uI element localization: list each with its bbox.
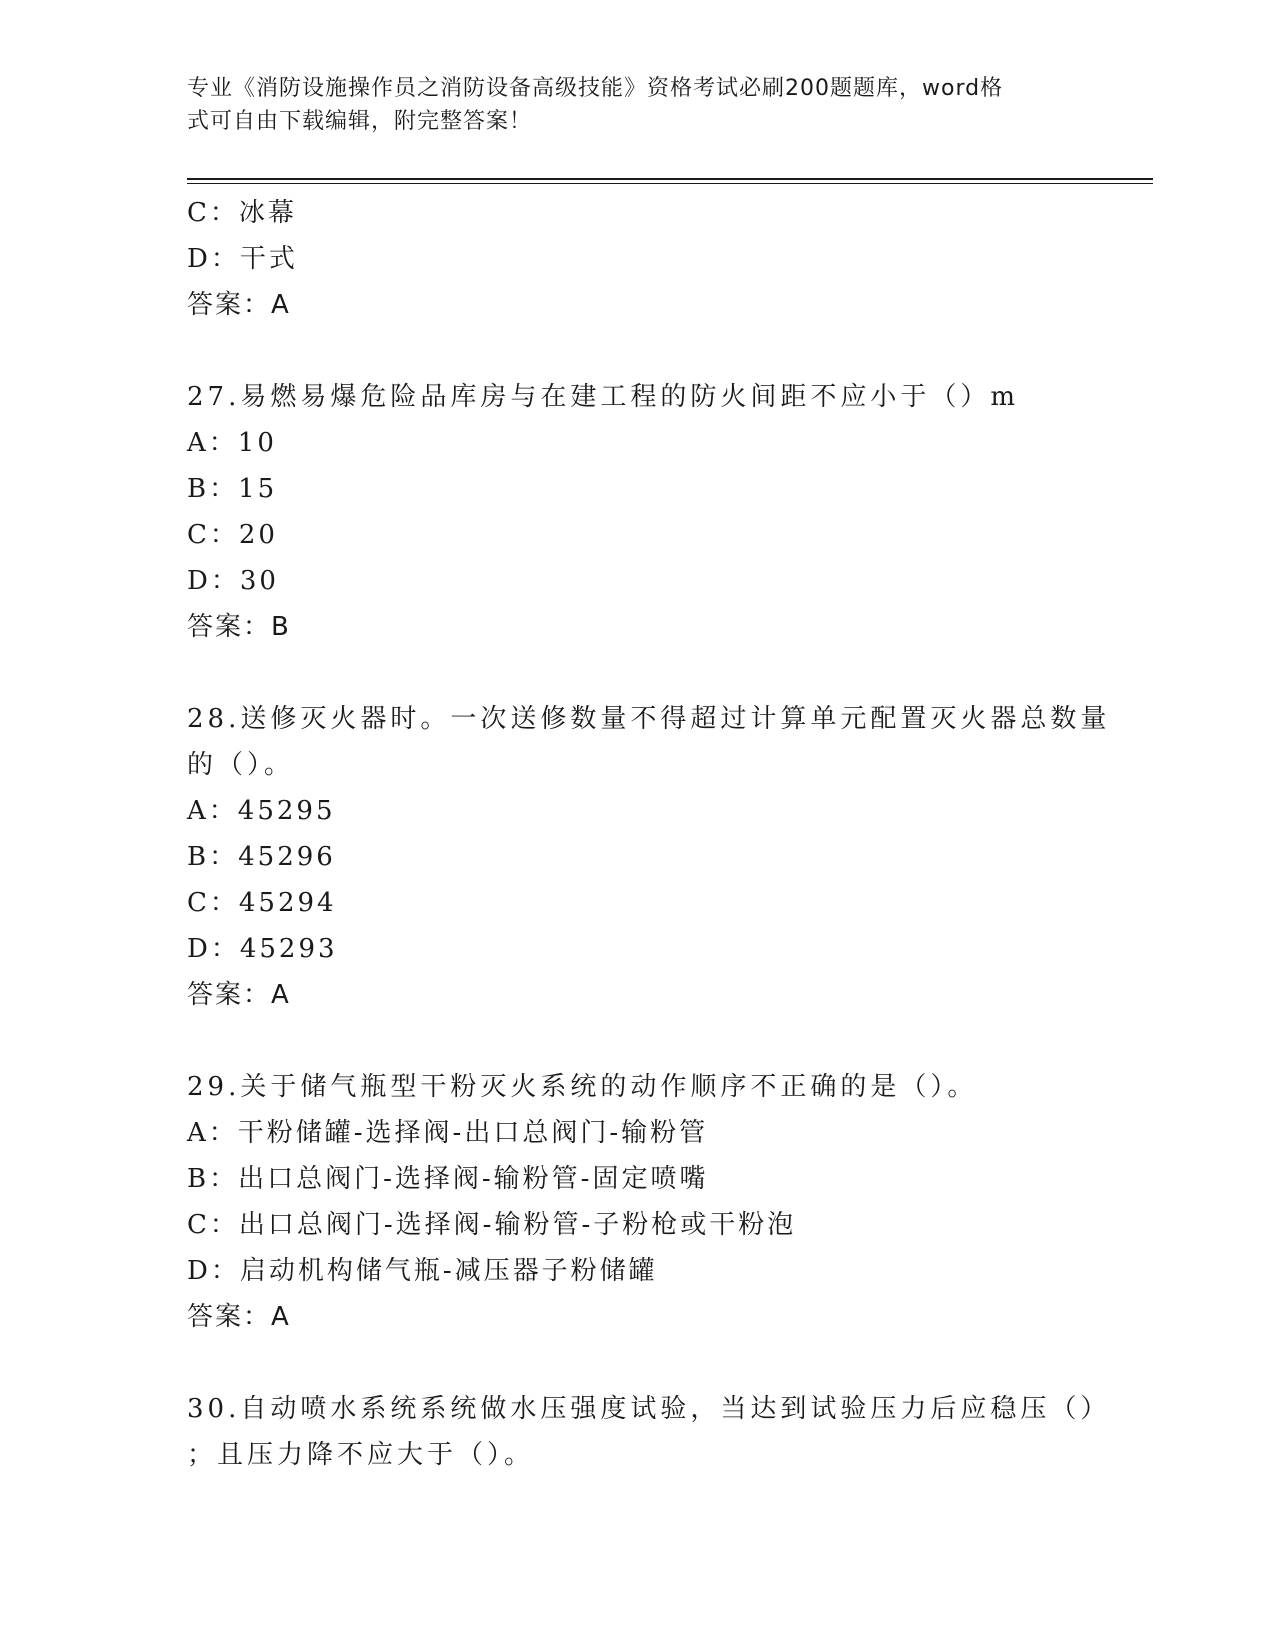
question-list — [187, 190, 1111, 1478]
answer-line: 答案：B — [187, 612, 291, 642]
question-text-cont: ；且压力降不应大于（）。 — [187, 1440, 535, 1470]
question-text: 30.自动喷水系统系统做水压强度试验，当达到试验压力后应稳压（） — [187, 1394, 1111, 1424]
option-b: B：45296 — [187, 842, 336, 872]
header-rule-thick — [187, 178, 1153, 180]
question-text: 29.关于储气瓶型干粉灭火系统的动作顺序不正确的是（）。 — [187, 1072, 978, 1102]
question-30 — [187, 1386, 1111, 1478]
option-a: A：45295 — [187, 796, 336, 826]
option-c: C：20 — [187, 520, 278, 550]
question-text-cont: 的（）。 — [187, 750, 295, 780]
option-c: C：出口总阀门-选择阀-输粉管-子粉枪或干粉泡 — [187, 1210, 797, 1240]
document-header — [187, 72, 1087, 138]
option-a: A：干粉储罐-选择阀-出口总阀门-输粉管 — [187, 1118, 709, 1148]
question-27 — [187, 374, 1087, 650]
answer-line: 答案：A — [187, 980, 291, 1010]
header-rule-thin — [187, 183, 1153, 184]
header-line-1: 专业《消防设施操作员之消防设备高级技能》资格考试必刷200题题库，word格 — [187, 76, 1004, 101]
option-d: D：45293 — [187, 934, 338, 964]
question-26-continued — [187, 190, 1087, 328]
answer-line: 答案：A — [187, 1302, 291, 1332]
option-c: C：冰幕 — [187, 198, 297, 228]
question-text: 27.易燃易爆危险品库房与在建工程的防火间距不应小于（）m — [187, 382, 1020, 412]
option-b: B：15 — [187, 474, 278, 504]
question-text: 28.送修灭火器时。一次送修数量不得超过计算单元配置灭火器总数量 — [187, 704, 1111, 734]
option-a: A：10 — [187, 428, 277, 458]
option-d: D：启动机构储气瓶-减压器子粉储罐 — [187, 1256, 658, 1286]
option-d: D：干式 — [187, 244, 298, 274]
question-28 — [187, 696, 1111, 1018]
header-line-2: 式可自由下载编辑，附完整答案！ — [187, 109, 533, 134]
option-c: C：45294 — [187, 888, 337, 918]
option-b: B：出口总阀门-选择阀-输粉管-固定喷嘴 — [187, 1164, 709, 1194]
answer-line: 答案：A — [187, 290, 291, 320]
question-29 — [187, 1064, 1087, 1340]
option-d: D：30 — [187, 566, 279, 596]
